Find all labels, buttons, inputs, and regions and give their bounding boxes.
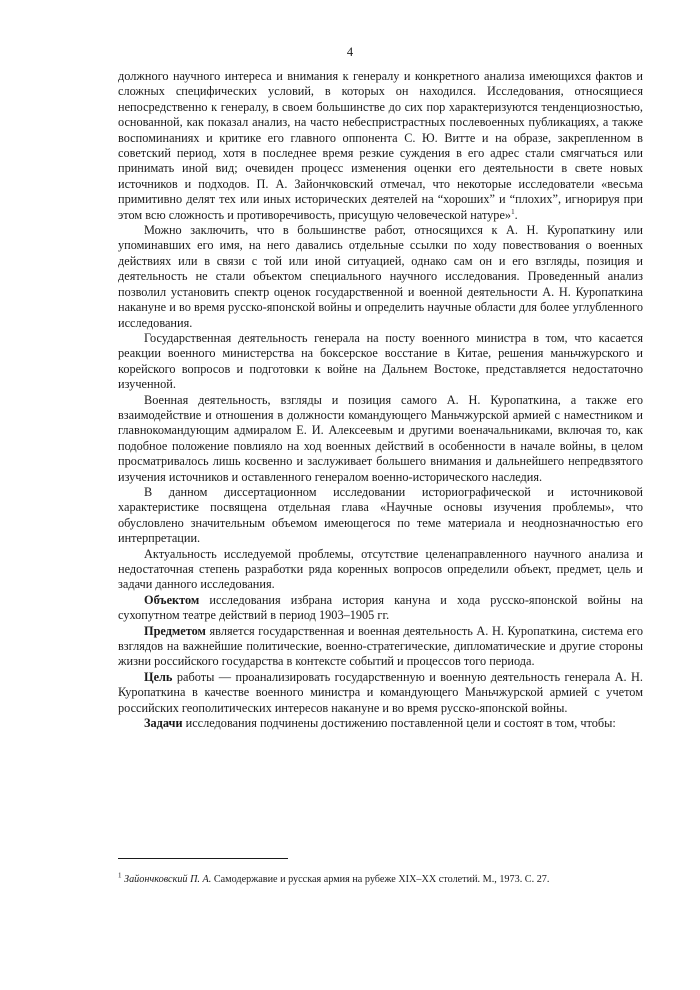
- paragraph-text: Военная деятельность, взгляды и позиция самого А. Н. Куропаткина, а также его взаимодействие и отношения в должности командующего Маньчжурской армией с наместником и главнокомандующим адмиралом Е. И. Алексеевым и другими военачальниками, включая то, как подобное положение повлияло на ход военных действий в особенности в начале войны, в целом просматривалось лишь косвенно и заслуживает большего внимания и дальнейшего непредвзятого изучения источников и оставленного генералом военно-исторического наследия.: [118, 392, 643, 484]
- paragraph-tasks: [118, 716, 643, 731]
- paragraph-text: В данном диссертационном исследовании историографической и источниковой характеристике посвящена отдельная глава «Научные основы изучения проблемы», что обусловлено значительным объемом имеющегося по теме материала и неоднозначностью его интерпретации.: [118, 484, 643, 546]
- paragraph-continuation: [118, 69, 643, 223]
- footnote-mark: 1: [118, 871, 122, 880]
- footnote-reference: 1: [511, 207, 515, 216]
- page-number: 4: [346, 45, 354, 59]
- paragraph-relevance: [118, 547, 643, 593]
- footnote-text: Самодержавие и русская армия на рубеже XIX–XX столетий. М., 1973. С. 27.: [211, 874, 550, 885]
- paragraph-goal: [118, 670, 643, 716]
- footnote: [118, 873, 643, 886]
- paragraph-text: Можно заключить, что в большинстве работ, относящихся к А. Н. Куропаткину или упоминавших его имя, на него давались отдельные ссылки по ходу повествования о военных действиях или в связи с той или иной ситуацией, однако сам он и его взгляды, позиция и деятельность не стали объектом специального научного исследования. Проведенный анализ позволил установить спектр оценок государственной и военной деятельности А. Н. Куропаткина накануне и во время русско-японской войны и определить научные области для более углубленного исследования.: [118, 223, 643, 330]
- paragraph-text: должного научного интереса и внимания к генералу и конкретного анализа имеющихся фактов и сложных специфических условий, в которых он находился. Исследования, относящиеся непосредственно к генералу, в своем большинстве до сих пор характеризуются тенденциозностью, основанной, как показал анализ, на часто небеспристрастных послевоенных публикациях, а также воспоминаниях и критике его главного оппонента С. Ю. Витте и на образе, закрепленном в советский период, хотя в последнее время резкие суждения в его адрес стали смягчаться или принимать иной вид; очевиден процесс изменения оценки его деятельности в свете новых источников и подходов. П. А. Зайончковский отмечал, что некоторые исследователи «весьма примитивно делят тех или иных исторических деятелей на “хороших” и “плохих”, игнорируя при этом всю сложность и противоречивость, присущую человеческой натуре»: [118, 69, 643, 222]
- paragraph-state-activity: [118, 331, 643, 393]
- paragraph-conclusion: [118, 223, 643, 331]
- goal-term: Цель: [144, 669, 173, 684]
- paragraph-military-activity: [118, 393, 643, 485]
- body-text: [118, 69, 643, 731]
- paragraph-text: исследования подчинены достижению поставленной цели и состоят в том, чтобы:: [182, 716, 616, 731]
- paragraph-text: является государственная и военная деятельность А. Н. Куропаткина, система его взглядов на важнейшие политические, военно-стратегические, дипломатические и другие стороны жизни российского государства в контексте событий и процессов того периода.: [118, 623, 643, 669]
- subject-term: Предметом: [144, 623, 206, 638]
- paragraph-text: работы — проанализировать государственную и военную деятельность генерала А. Н. Куропаткина в качестве военного министра и командующего Маньчжурской армией с учетом российских геополитических интересов накануне и во время русско-японской войны.: [118, 669, 643, 715]
- footnote-separator: [118, 858, 288, 859]
- footnote-author: Зайончковский П. А.: [124, 874, 212, 885]
- paragraph-object: [118, 593, 643, 624]
- paragraph-text: исследования избрана история кануна и хода русско-японской войны на сухопутном театре действий в период 1903–1905 гг.: [118, 592, 643, 623]
- paragraph-text: Государственная деятельность генерала на посту военного министра в том, что касается реакции военного министерства на боксерское восстание в Китае, решения маньчжурского и корейского вопросов и подготовки к войне на Дальнем Востоке, представляется недостаточно изученной.: [118, 330, 643, 392]
- paragraph-text: Актуальность исследуемой проблемы, отсутствие целенаправленного научного анализа и недостаточная степень разработки ряда коренных вопросов определили объект, предмет, цель и задачи данного исследования.: [118, 546, 643, 592]
- paragraph-tail: .: [514, 207, 518, 222]
- paragraph-subject: [118, 624, 643, 670]
- paragraph-historiography: [118, 485, 643, 547]
- tasks-term: Задачи: [144, 716, 183, 731]
- object-term: Объектом: [144, 592, 200, 607]
